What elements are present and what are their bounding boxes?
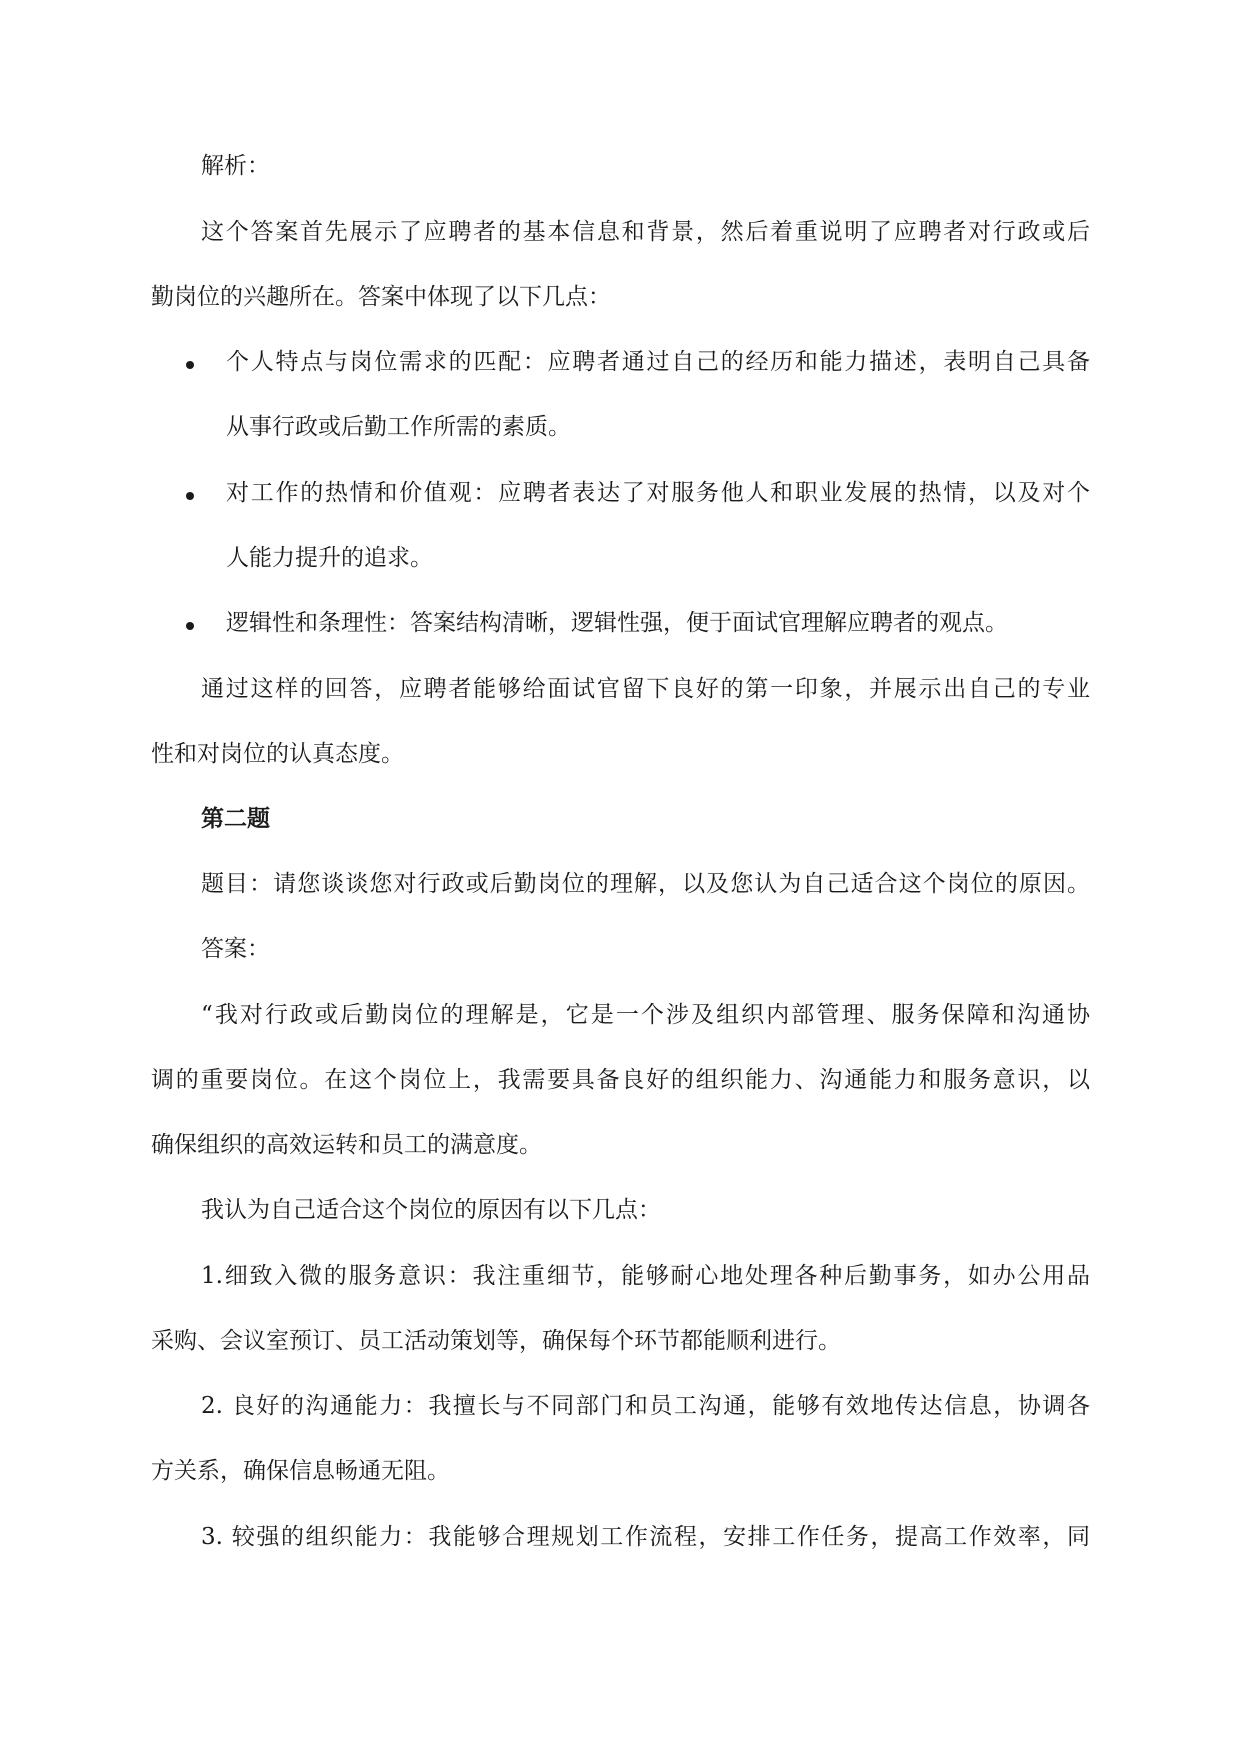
reasons-intro: 我认为自己适合这个岗位的原因有以下几点： bbox=[201, 1197, 661, 1223]
paragraph-line: 勤岗位的兴趣所在。答案中体现了以下几点： bbox=[151, 284, 611, 310]
bullet-icon bbox=[186, 622, 194, 630]
bullet-item-line: 个人特点与岗位需求的匹配：应聘者通过自己的经历和能力描述，表明自己具备 bbox=[226, 349, 1090, 375]
bullet-item-line: 逻辑性和条理性：答案结构清晰，逻辑性强，便于面试官理解应聘者的观点。 bbox=[226, 610, 1008, 636]
analysis-label: 解析： bbox=[201, 153, 270, 179]
answer-line: “我对行政或后勤岗位的理解是，它是一个涉及组织内部管理、服务保障和沟通协 bbox=[201, 1002, 1090, 1028]
reason-line: 方关系，确保信息畅通无阻。 bbox=[151, 1458, 450, 1484]
reason-line: 2. 良好的沟通能力：我擅长与不同部门和员工沟通，能够有效地传达信息，协调各 bbox=[201, 1393, 1090, 1419]
bullet-item-line: 人能力提升的追求。 bbox=[226, 545, 433, 571]
paragraph-line: 通过这样的回答，应聘者能够给面试官留下良好的第一印象，并展示出自己的专业 bbox=[201, 676, 1090, 702]
bullet-icon bbox=[186, 492, 194, 500]
bullet-item-line: 从事行政或后勤工作所需的素质。 bbox=[226, 414, 571, 440]
answer-line: 确保组织的高效运转和员工的满意度。 bbox=[151, 1132, 542, 1158]
bullet-item-line: 对工作的热情和价值观：应聘者表达了对服务他人和职业发展的热情，以及对个 bbox=[226, 480, 1090, 506]
answer-line: 调的重要岗位。在这个岗位上，我需要具备良好的组织能力、沟通能力和服务意识，以 bbox=[151, 1067, 1090, 1093]
reason-line: 1.细致入微的服务意识：我注重细节，能够耐心地处理各种后勤事务，如办公用品 bbox=[201, 1263, 1090, 1289]
section-heading: 第二题 bbox=[201, 805, 270, 832]
paragraph-line: 性和对岗位的认真态度。 bbox=[151, 741, 404, 767]
paragraph-line: 这个答案首先展示了应聘者的基本信息和背景，然后着重说明了应聘者对行政或后 bbox=[201, 219, 1090, 245]
bullet-icon bbox=[186, 361, 194, 369]
answer-label: 答案： bbox=[201, 936, 270, 962]
question-text: 题目：请您谈谈您对行政或后勤岗位的理解，以及您认为自己适合这个岗位的原因。 bbox=[201, 871, 1090, 897]
reason-line: 3. 较强的组织能力：我能够合理规划工作流程，安排工作任务，提高工作效率，同 bbox=[201, 1524, 1090, 1550]
reason-line: 采购、会议室预订、员工活动策划等，确保每个环节都能顺利进行。 bbox=[151, 1328, 841, 1354]
